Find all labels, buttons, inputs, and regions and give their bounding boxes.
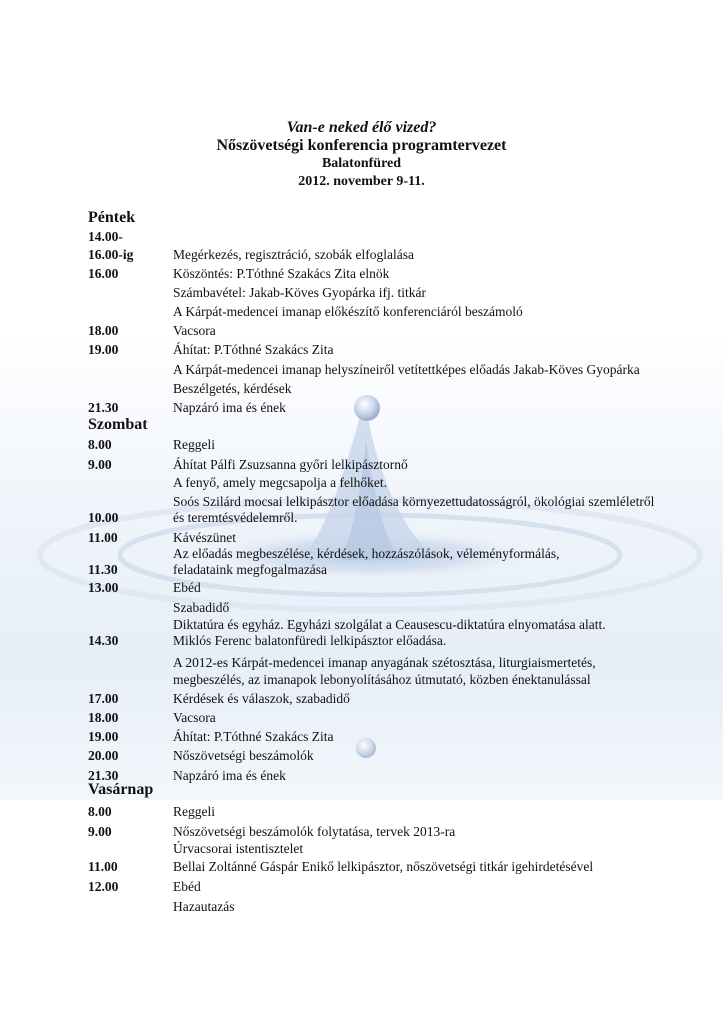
schedule-activity: Köszöntés: P.Tóthné Szakács Zita elnök: [173, 266, 390, 281]
schedule-row: [0, 580, 723, 598]
schedule-row: [0, 804, 723, 822]
schedule-activity: Áhítat: P.Tóthné Szakács Zita: [173, 342, 334, 357]
schedule-time: 8.00: [88, 804, 112, 819]
schedule-activity: Miklós Ferenc balatonfüredi lelkipásztor előadása.: [173, 633, 447, 648]
schedule-time: 21.30: [88, 400, 119, 415]
schedule-activity: A Kárpát-medencei imanap előkészítő konferenciáról beszámoló: [173, 304, 523, 319]
schedule-row: [0, 304, 723, 322]
schedule-row: [0, 633, 723, 651]
schedule-activity: Kávészünet: [173, 530, 236, 545]
schedule-activity: Szabadidő: [173, 600, 230, 615]
schedule-activity: Áhítat: P.Tóthné Szakács Zita: [173, 729, 334, 744]
schedule-row: [0, 710, 723, 728]
schedule-activity: Vacsora: [173, 323, 216, 338]
schedule-row: [0, 381, 723, 399]
day-heading-sunday: Vasárnap: [88, 781, 154, 798]
schedule-row: [0, 285, 723, 303]
schedule-time: 8.00: [88, 437, 112, 452]
schedule-time: 11.00: [88, 530, 118, 545]
schedule-activity: Reggeli: [173, 437, 215, 452]
schedule-activity: Nőszövetségi beszámolók folytatása, tervek 2013-ra: [173, 824, 456, 839]
document-title: Van-e neked élő vized?: [286, 119, 437, 136]
schedule-activity: Vacsora: [173, 710, 216, 725]
schedule-activity: A fenyő, amely megcsapolja a felhőket.: [173, 475, 388, 490]
schedule-time: 13.00: [88, 580, 119, 595]
schedule-row: [0, 247, 723, 265]
schedule-time: 9.00: [88, 824, 112, 839]
schedule-time: 10.00: [88, 510, 119, 525]
schedule-activity: Soós Szilárd mocsai lelkipásztor előadása környezettudatosságról, ökológiai szemléletről: [173, 494, 655, 509]
schedule-activity: Napzáró ima és ének: [173, 400, 286, 415]
schedule-activity: Diktatúra és egyház. Egyházi szolgálat a Ceausescu-diktatúra elnyomatása alatt.: [173, 617, 606, 632]
schedule-time: 14.30: [88, 633, 119, 648]
document-subtitle: Nőszövetségi konferencia programtervezet: [216, 137, 507, 154]
schedule-time: 16.00: [88, 266, 119, 281]
schedule-activity: megbeszélés, az imanapok lebonyolításához útmutató, közben énektanulással: [173, 672, 591, 687]
schedule-activity: Ebéd: [173, 879, 201, 894]
schedule-activity: Ebéd: [173, 580, 201, 595]
schedule-row: [0, 475, 723, 493]
schedule-row: [0, 672, 723, 690]
schedule-activity: Számbavétel: Jakab-Köves Gyopárka ifj. titkár: [173, 285, 427, 300]
document-header: [0, 119, 723, 191]
schedule-activity: A Kárpát-medencei imanap helyszíneiről vetítettképes előadás Jakab-Köves Gyopárka: [173, 362, 640, 377]
schedule-row: [0, 362, 723, 380]
schedule-time: 11.00: [88, 859, 118, 874]
schedule-time: 12.00: [88, 879, 119, 894]
schedule-time: 18.00: [88, 323, 119, 338]
day-heading-friday: Péntek: [88, 209, 136, 226]
schedule-activity: Áhítat Pálfi Zsuzsanna győri lelkipásztornő: [173, 457, 408, 472]
schedule-row: [0, 899, 723, 917]
schedule-time: 21.30: [88, 768, 119, 783]
schedule-time: 14.00-: [88, 229, 123, 244]
schedule-activity: Nőszövetségi beszámolók: [173, 748, 314, 763]
schedule-activity: Bellai Zoltánné Gáspár Enikő lelkipásztor, nőszövetségi titkár igehirdetésével: [173, 859, 594, 874]
schedule-time: 16.00-ig: [88, 247, 134, 262]
schedule-time: 18.00: [88, 710, 119, 725]
schedule-activity: Reggeli: [173, 804, 215, 819]
schedule-row: [0, 323, 723, 341]
schedule-row: [0, 748, 723, 766]
schedule-activity: és teremtésvédelemről.: [173, 510, 298, 525]
schedule-time: 20.00: [88, 748, 119, 763]
schedule-row: [0, 266, 723, 284]
schedule-activity: Kérdések és válaszok, szabadidő: [173, 691, 350, 706]
schedule-row: [0, 342, 723, 360]
document-location: Balatonfüred: [321, 156, 402, 171]
schedule-activity: Beszélgetés, kérdések: [173, 381, 292, 396]
schedule-time: 9.00: [88, 457, 112, 472]
schedule-row: [0, 655, 723, 673]
schedule-row: [0, 824, 723, 842]
schedule-row: [0, 457, 723, 475]
schedule-row: [0, 510, 723, 528]
schedule-row: [0, 859, 723, 877]
schedule-row: [0, 729, 723, 747]
schedule-time: 19.00: [88, 729, 119, 744]
document-date: 2012. november 9-11.: [298, 174, 425, 189]
schedule-row: [0, 879, 723, 897]
schedule-time: 11.30: [88, 562, 118, 577]
schedule-row: [0, 600, 723, 618]
schedule-row: [0, 437, 723, 455]
schedule-activity: A 2012-es Kárpát-medencei imanap anyagának szétosztása, liturgiaismertetés,: [173, 655, 596, 670]
schedule-activity: Az előadás megbeszélése, kérdések, hozzászólások, véleményformálás,: [173, 546, 560, 561]
schedule-row: [0, 229, 723, 247]
schedule-activity: Hazautazás: [173, 899, 235, 914]
schedule-row: [0, 562, 723, 580]
schedule-activity: Megérkezés, regisztráció, szobák elfoglalása: [173, 247, 415, 262]
schedule-activity: Úrvacsorai istentisztelet: [173, 841, 304, 856]
schedule-row: [0, 841, 723, 859]
schedule-row: [0, 691, 723, 709]
schedule-activity: Napzáró ima és ének: [173, 768, 286, 783]
day-heading-saturday: Szombat: [88, 416, 148, 433]
schedule-activity: feladataink megfogalmazása: [173, 562, 328, 577]
schedule-time: 17.00: [88, 691, 119, 706]
schedule-time: 19.00: [88, 342, 119, 357]
